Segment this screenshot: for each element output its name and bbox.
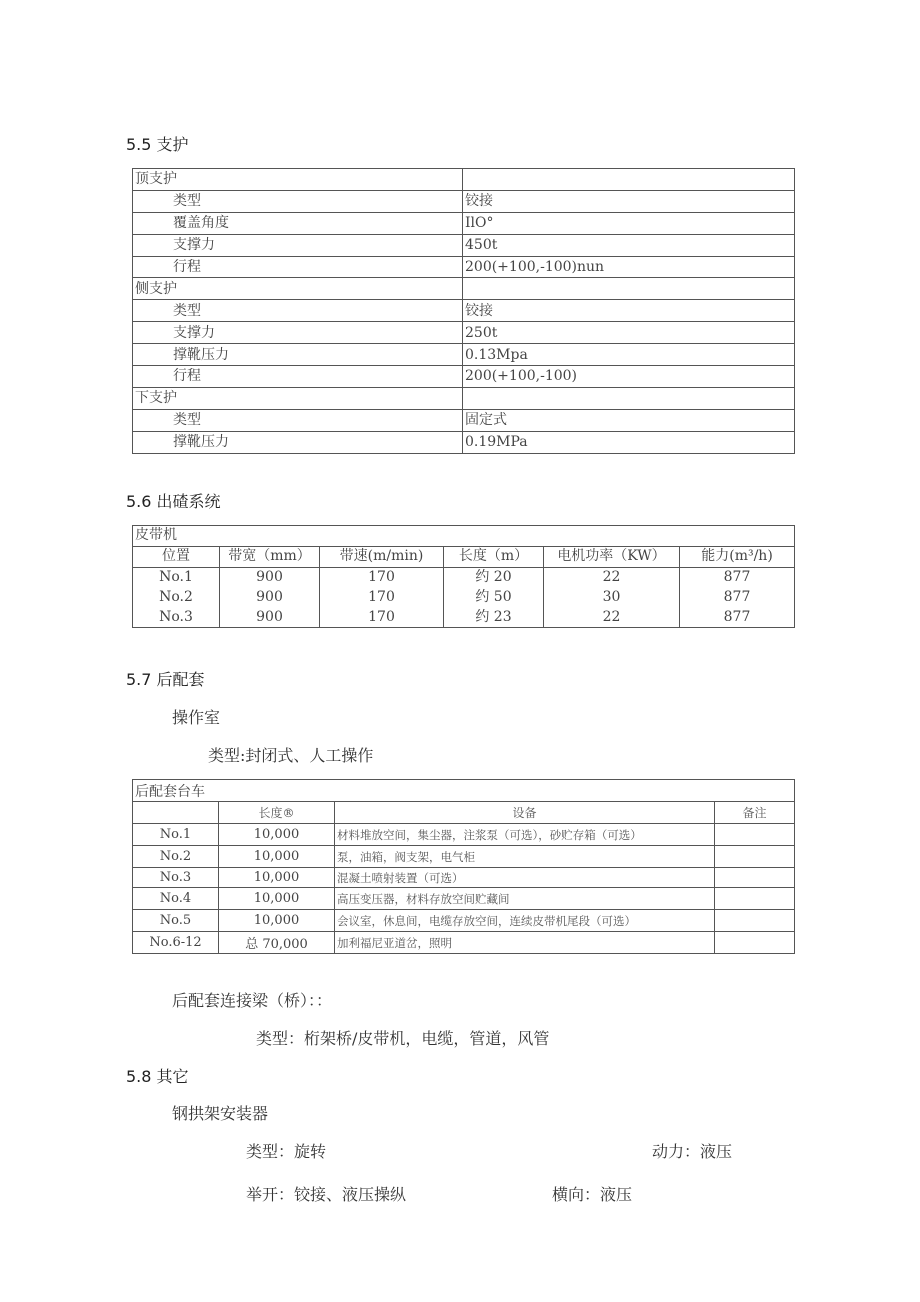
discharge-cell: 约 20 — [444, 567, 544, 587]
trailer-table-title: 后配套台车 — [133, 780, 795, 802]
discharge-header-cell: 带宽（mm） — [220, 546, 320, 567]
section-title-discharge: 5.6 出碴系统 — [126, 492, 221, 511]
support-value: 固定式 — [463, 409, 795, 431]
support-param-row — [133, 212, 795, 234]
trailer-cell: 10,000 — [219, 846, 335, 868]
section-title-support: 5.5 支护 — [126, 135, 189, 154]
discharge-cell: 170 — [320, 607, 444, 627]
trailer-cell — [715, 824, 795, 846]
table-row — [133, 910, 795, 932]
support-group-row — [133, 278, 795, 300]
trailer-cell — [715, 846, 795, 868]
bridge-type: 类型：桁架桥/皮带机，电缆，管道，风管 — [256, 1029, 550, 1048]
trailer-header-cell: 备注 — [715, 802, 795, 824]
discharge-cell: No.1 — [133, 567, 220, 587]
trailer-cell: 会议室，休息间，电缆存放空间，连续皮带机尾段（可选） — [335, 910, 715, 932]
trailer-cell — [715, 932, 795, 954]
support-value: 250t — [463, 322, 795, 344]
support-value: 0.13Mpa — [463, 344, 795, 366]
support-group-row — [133, 387, 795, 409]
discharge-cell: 30 — [544, 587, 680, 607]
support-value — [463, 278, 795, 300]
support-value — [463, 387, 795, 409]
trailer-table — [132, 779, 795, 954]
support-value: 200(+100,-100) — [463, 366, 795, 388]
discharge-cell: 877 — [680, 587, 795, 607]
support-label: 支撑力 — [133, 322, 463, 344]
discharge-cell: 877 — [680, 567, 795, 587]
discharge-cell: 约 50 — [444, 587, 544, 607]
discharge-header-cell: 长度（m） — [444, 546, 544, 567]
trailer-cell: No.5 — [133, 910, 219, 932]
trailer-cell: 加利福尼亚道岔，照明 — [335, 932, 715, 954]
trailer-cell: 材料堆放空间，集尘器，注浆泵（可选），砂贮存箱（可选） — [335, 824, 715, 846]
trailer-cell: 泵，油箱，阀支架，电气柜 — [335, 846, 715, 868]
support-table — [132, 168, 795, 454]
support-value — [463, 169, 795, 191]
bridge-label: 后配套连接梁（桥）：： — [172, 991, 333, 1010]
operator-room-label: 操作室 — [172, 708, 221, 727]
support-value: 铰接 — [463, 190, 795, 212]
trailer-cell: 10,000 — [219, 868, 335, 888]
support-label: 撑靴压力 — [133, 344, 463, 366]
support-param-row — [133, 409, 795, 431]
support-value: 铰接 — [463, 300, 795, 322]
installer-type: 类型：旋转 — [246, 1142, 327, 1161]
support-group-row — [133, 169, 795, 191]
support-label: 类型 — [133, 409, 463, 431]
support-label: 支撑力 — [133, 234, 463, 256]
operator-room-type: 类型:封闭式、人工操作 — [208, 746, 374, 765]
discharge-header-cell: 带速(m/min) — [320, 546, 444, 567]
arch-installer-label: 钢拱架安装器 — [172, 1104, 269, 1123]
support-label: 类型 — [133, 300, 463, 322]
trailer-cell — [715, 910, 795, 932]
trailer-cell: 10,000 — [219, 888, 335, 910]
support-label: 下支护 — [133, 387, 463, 409]
installer-power: 动力：液压 — [652, 1142, 733, 1161]
discharge-header-cell: 能力(m³/h) — [680, 546, 795, 567]
support-value: 450t — [463, 234, 795, 256]
discharge-cell: 900 — [220, 607, 320, 627]
discharge-cell: 170 — [320, 567, 444, 587]
discharge-cell: No.2 — [133, 587, 220, 607]
installer-lateral: 横向：液压 — [552, 1185, 633, 1204]
trailer-header-cell — [133, 802, 219, 824]
table-row — [133, 587, 795, 607]
discharge-cell: 900 — [220, 567, 320, 587]
support-value: 200(+100,-100)nun — [463, 256, 795, 278]
table-row — [133, 846, 795, 868]
trailer-cell: 混凝土喷射装置（可选） — [335, 868, 715, 888]
discharge-header-row — [133, 546, 795, 567]
trailer-cell: No.6-12 — [133, 932, 219, 954]
support-param-row — [133, 300, 795, 322]
discharge-cell: 900 — [220, 587, 320, 607]
installer-lift: 举开：铰接、液压操纵 — [246, 1185, 407, 1204]
discharge-cell: 877 — [680, 607, 795, 627]
trailer-cell: No.2 — [133, 846, 219, 868]
section-title-backup: 5.7 后配套 — [126, 670, 205, 689]
trailer-cell: No.1 — [133, 824, 219, 846]
trailer-cell — [715, 868, 795, 888]
table-row — [133, 868, 795, 888]
table-row — [133, 824, 795, 846]
support-param-row — [133, 190, 795, 212]
trailer-cell — [715, 888, 795, 910]
support-param-row — [133, 344, 795, 366]
trailer-cell: 10,000 — [219, 910, 335, 932]
discharge-header-cell: 位置 — [133, 546, 220, 567]
support-label: 侧支护 — [133, 278, 463, 300]
discharge-header-cell: 电机功率（KW） — [544, 546, 680, 567]
table-row — [133, 607, 795, 627]
support-value: IlO° — [463, 212, 795, 234]
support-label: 覆盖角度 — [133, 212, 463, 234]
support-param-row — [133, 234, 795, 256]
trailer-cell: 总 70,000 — [219, 932, 335, 954]
support-param-row — [133, 431, 795, 453]
support-label: 撑靴压力 — [133, 431, 463, 453]
discharge-cell: 22 — [544, 607, 680, 627]
support-param-row — [133, 256, 795, 278]
support-label: 顶支护 — [133, 169, 463, 191]
table-row — [133, 567, 795, 587]
discharge-cell: 22 — [544, 567, 680, 587]
table-row — [133, 888, 795, 910]
discharge-table — [132, 525, 795, 628]
support-label: 行程 — [133, 366, 463, 388]
support-value: 0.19MPa — [463, 431, 795, 453]
support-label: 行程 — [133, 256, 463, 278]
section-title-other: 5.8 其它 — [126, 1067, 189, 1086]
discharge-cell: 170 — [320, 587, 444, 607]
trailer-cell: No.4 — [133, 888, 219, 910]
discharge-cell: No.3 — [133, 607, 220, 627]
trailer-cell: 高压变压器，材料存放空间贮藏间 — [335, 888, 715, 910]
table-row — [133, 932, 795, 954]
support-param-row — [133, 366, 795, 388]
trailer-header-row — [133, 802, 795, 824]
trailer-cell: 10,000 — [219, 824, 335, 846]
trailer-cell: No.3 — [133, 868, 219, 888]
trailer-header-cell: 设备 — [335, 802, 715, 824]
trailer-header-cell: 长度® — [219, 802, 335, 824]
support-param-row — [133, 322, 795, 344]
support-label: 类型 — [133, 190, 463, 212]
discharge-cell: 约 23 — [444, 607, 544, 627]
discharge-table-title: 皮带机 — [133, 526, 795, 547]
